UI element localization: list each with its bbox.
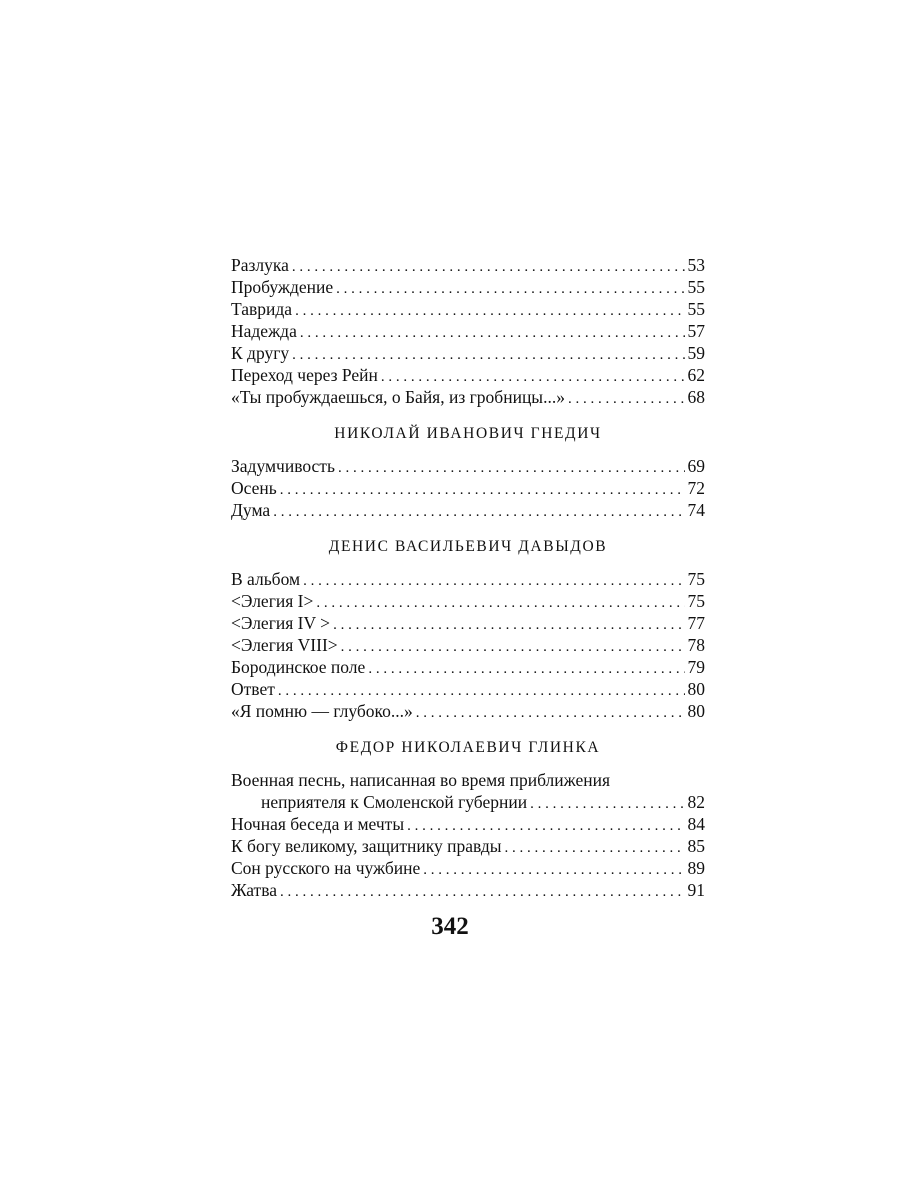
dot-leader xyxy=(368,658,684,680)
entry-page-number: 69 xyxy=(687,456,705,476)
entry-title: <Элегия VIII> xyxy=(231,635,338,655)
dot-leader xyxy=(336,278,684,300)
entry-title: В альбом xyxy=(231,569,301,589)
entry-title: Ответ xyxy=(231,679,275,699)
entry-title: К другу xyxy=(231,343,290,363)
entry-page-number: 62 xyxy=(687,365,705,385)
table-of-contents xyxy=(231,254,705,901)
toc-entry xyxy=(231,477,705,499)
toc-section-glinka xyxy=(231,737,705,901)
entry-title: К богу великому, защитнику правды xyxy=(231,836,502,856)
entry-title: «Ты пробуждаешься, о Байя, из гробницы...» xyxy=(231,387,565,407)
toc-entry xyxy=(231,364,705,386)
toc-entry xyxy=(231,656,705,678)
dot-leader xyxy=(416,702,685,724)
toc-entry xyxy=(231,634,705,656)
entry-page-number: 80 xyxy=(687,679,705,699)
entry-title: Таврида xyxy=(231,299,293,319)
toc-section-gnedich xyxy=(231,423,705,521)
dot-leader xyxy=(333,614,684,636)
toc-entry xyxy=(231,320,705,342)
entry-page-number: 89 xyxy=(687,858,705,878)
toc-entry xyxy=(231,678,705,700)
dot-leader xyxy=(381,366,685,388)
entry-title: Надежда xyxy=(231,321,297,341)
entry-title: Бородинское поле xyxy=(231,657,366,677)
dot-leader xyxy=(505,837,685,859)
entry-page-number: 75 xyxy=(687,591,705,611)
entry-page-number: 78 xyxy=(687,635,705,655)
entry-title-first-line: Военная песнь, написанная во время приближения xyxy=(231,770,611,790)
dot-leader xyxy=(273,501,684,523)
dot-leader xyxy=(568,388,685,410)
dot-leader xyxy=(407,815,684,837)
entry-page-number: 77 xyxy=(687,613,705,633)
toc-section-continuation xyxy=(231,254,705,408)
entry-title: Пробуждение xyxy=(231,277,334,297)
dot-leader xyxy=(278,680,685,702)
toc-entry xyxy=(231,813,705,835)
toc-entry xyxy=(231,568,705,590)
author-heading: ФЕДОР НИКОЛАЕВИЧ ГЛИНКА xyxy=(335,739,601,756)
toc-entry xyxy=(231,298,705,320)
page-number: 342 xyxy=(431,913,469,940)
dot-leader xyxy=(292,256,685,278)
entry-title: Сон русского на чужбине xyxy=(231,858,421,878)
entry-title: неприятеля к Смоленской губернии xyxy=(261,792,528,812)
toc-entry xyxy=(231,590,705,612)
entry-title: Переход через Рейн xyxy=(231,365,378,385)
dot-leader xyxy=(338,457,685,479)
dot-leader xyxy=(280,881,684,903)
toc-entry xyxy=(231,254,705,276)
entry-page-number: 59 xyxy=(687,343,705,363)
entry-title: Разлука xyxy=(231,255,289,275)
toc-entry xyxy=(231,791,705,813)
dot-leader xyxy=(280,479,685,501)
entry-page-number: 53 xyxy=(687,255,705,275)
entry-page-number: 80 xyxy=(687,701,705,721)
dot-leader xyxy=(300,322,685,344)
dot-leader xyxy=(341,636,685,658)
entry-title: Дума xyxy=(231,500,271,520)
entry-title: <Элегия I> xyxy=(231,591,314,611)
entry-page-number: 85 xyxy=(687,836,705,856)
entry-page-number: 68 xyxy=(687,387,705,407)
entry-title: Жатва xyxy=(231,880,278,900)
toc-entry xyxy=(231,386,705,408)
entry-page-number: 55 xyxy=(687,299,705,319)
entry-page-number: 91 xyxy=(687,880,705,900)
author-heading: ДЕНИС ВАСИЛЬЕВИЧ ДАВЫДОВ xyxy=(328,538,608,555)
dot-leader xyxy=(303,570,684,592)
toc-entry xyxy=(231,276,705,298)
entry-page-number: 57 xyxy=(687,321,705,341)
entry-title: <Элегия IV > xyxy=(231,613,331,633)
entry-page-number: 75 xyxy=(687,569,705,589)
dot-leader xyxy=(295,300,684,322)
entry-page-number: 82 xyxy=(687,792,705,812)
toc-entry xyxy=(231,499,705,521)
dot-leader xyxy=(292,344,684,366)
toc-entry xyxy=(231,342,705,364)
toc-entry xyxy=(231,857,705,879)
entry-page-number: 72 xyxy=(687,478,705,498)
dot-leader xyxy=(316,592,684,614)
entry-title: Осень xyxy=(231,478,277,498)
entry-page-number: 84 xyxy=(687,814,705,834)
toc-entry xyxy=(231,835,705,857)
dot-leader xyxy=(530,793,684,815)
toc-entry xyxy=(231,700,705,722)
entry-title: Ночная беседа и мечты xyxy=(231,814,405,834)
toc-section-davydov xyxy=(231,536,705,722)
dot-leader xyxy=(423,859,684,881)
toc-entry xyxy=(231,879,705,901)
entry-page-number: 79 xyxy=(687,657,705,677)
toc-entry xyxy=(231,455,705,477)
toc-entry xyxy=(231,612,705,634)
entry-title: Задумчивость xyxy=(231,456,335,476)
entry-page-number: 55 xyxy=(687,277,705,297)
entry-page-number: 74 xyxy=(687,500,705,520)
entry-title: «Я помню — глубоко...» xyxy=(231,701,413,721)
author-heading: НИКОЛАЙ ИВАНОВИЧ ГНЕДИЧ xyxy=(334,425,602,442)
